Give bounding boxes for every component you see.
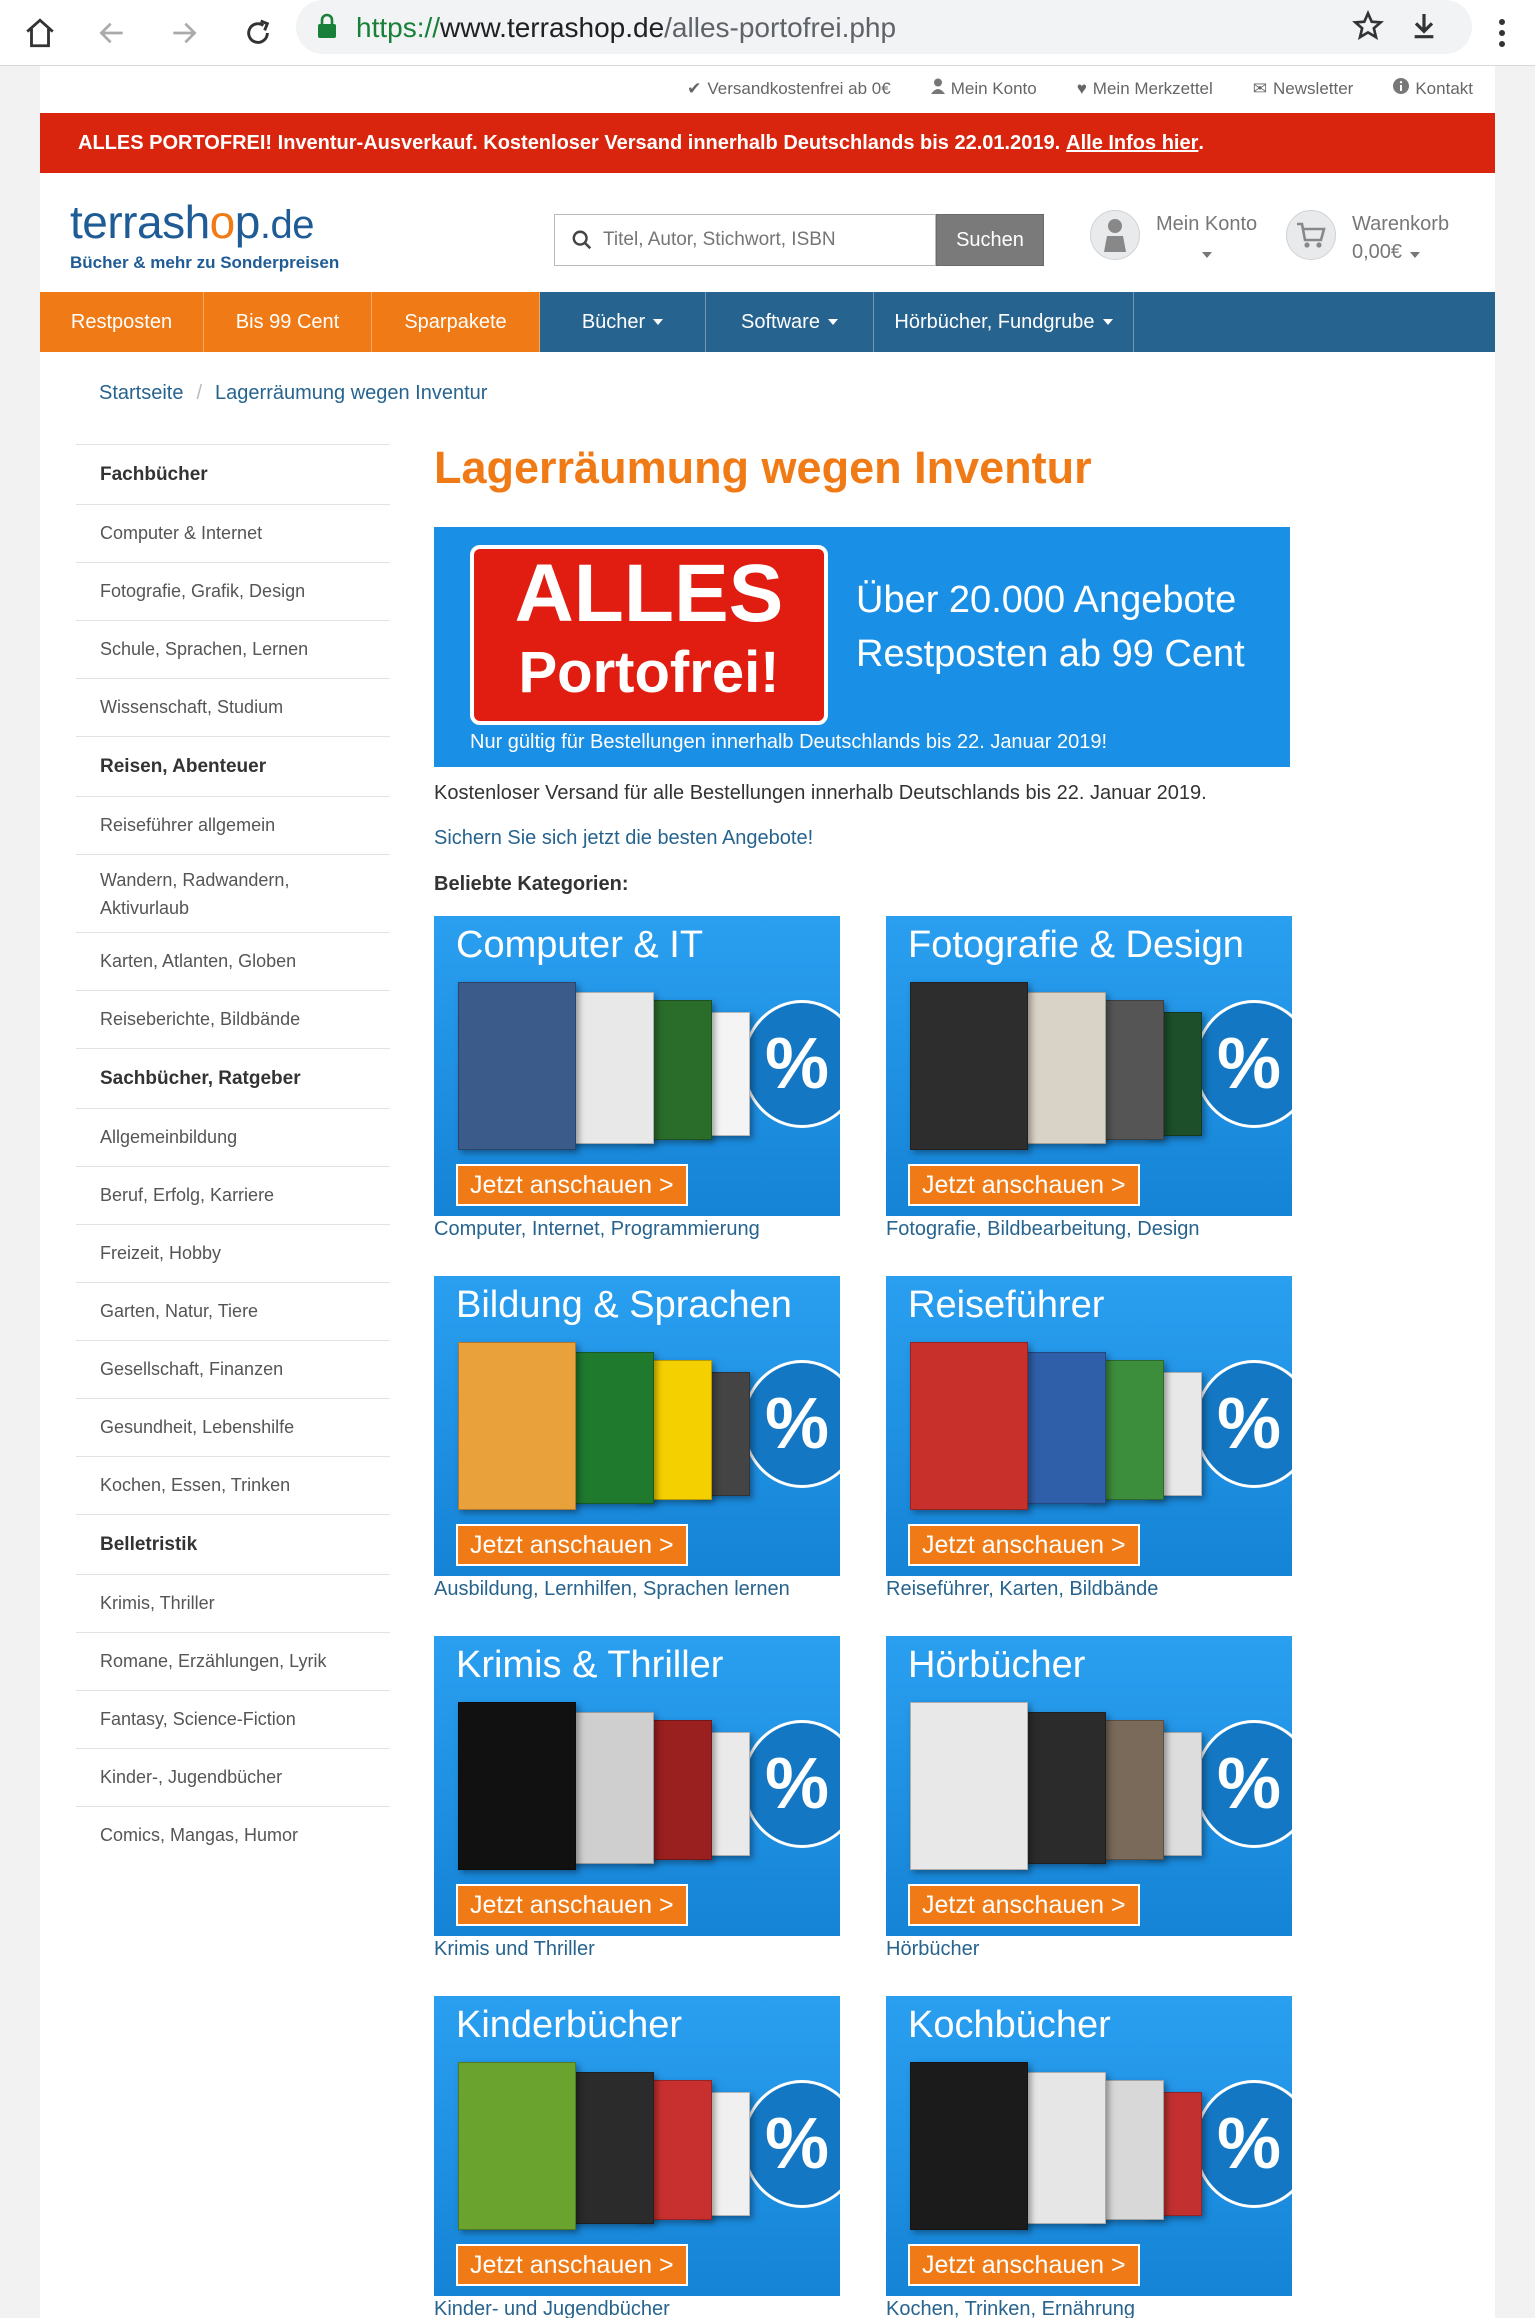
sidebar-item[interactable]: Krimis, Thriller (76, 1574, 390, 1632)
category-tile-caption[interactable]: Reiseführer, Karten, Bildbände (886, 1578, 1159, 1600)
category-tile-title: Computer & IT (456, 924, 704, 966)
page-title: Lagerräumung wegen Inventur (434, 442, 1092, 493)
sidebar-item-line: Wandern, Radwandern, (100, 869, 290, 890)
category-tile[interactable] (434, 1276, 840, 1601)
breadcrumb-current[interactable]: Lagerräumung wegen Inventur (215, 382, 488, 404)
category-tile-image[interactable] (886, 916, 1292, 1216)
category-tile-title: Fotografie & Design (908, 924, 1244, 966)
category-tile-caption[interactable]: Kinder- und Jugendbücher (434, 2298, 670, 2318)
heart-icon: ♥ (1076, 78, 1087, 98)
cart-caret-icon (1410, 252, 1420, 258)
banner-text: ALLES PORTOFREI! Inventur-Ausverkauf. Kostenloser Versand innerhalb Deutschlands bis 22.01.2019. (78, 131, 1061, 154)
sidebar-item-line: Aktivurlaub (100, 897, 190, 918)
category-tile[interactable] (434, 1996, 840, 2318)
sidebar-heading-sachbuecher[interactable]: Sachbücher, Ratgeber (76, 1048, 390, 1108)
category-tile-caption[interactable]: Krimis und Thriller (434, 1938, 595, 1960)
search-icon (571, 229, 593, 251)
banner-info-link[interactable]: Alle Infos hier (1066, 131, 1199, 154)
category-tile-title: Bildung & Sprachen (456, 1284, 792, 1326)
sidebar-item[interactable]: Allgemeinbildung (76, 1108, 390, 1166)
book-cover-image (910, 1342, 1028, 1510)
banner-after: . (1198, 131, 1204, 154)
jetzt-anschauen-button[interactable]: Jetzt anschauen > (456, 2244, 688, 2286)
sidebar-item[interactable]: Garten, Natur, Tiere (76, 1282, 390, 1340)
url-bar[interactable] (296, 0, 1472, 54)
nav-software[interactable]: Software (706, 292, 874, 352)
category-tile[interactable] (886, 1276, 1292, 1601)
portofrei-banner (40, 113, 1495, 173)
sidebar-item[interactable]: Kochen, Essen, Trinken (76, 1456, 390, 1514)
category-tile-image[interactable] (434, 1996, 840, 2296)
category-tile-image[interactable] (886, 1636, 1292, 1936)
toplink-shipping[interactable]: ✔ Versandkostenfrei ab 0€ (687, 78, 891, 98)
cart-icon (1286, 210, 1336, 260)
envelope-icon: ✉ (1252, 78, 1268, 98)
category-tile[interactable] (434, 1636, 840, 1961)
sidebar-item[interactable]: Fantasy, Science-Fiction (76, 1690, 390, 1748)
category-tile-image[interactable] (434, 916, 840, 1216)
category-tile[interactable] (886, 1636, 1292, 1961)
nav-buecher[interactable]: Bücher (540, 292, 706, 352)
sidebar-item[interactable]: Fotografie, Grafik, Design (76, 562, 390, 620)
sidebar-item[interactable]: Comics, Mangas, Humor (76, 1806, 390, 1864)
sidebar-heading-fachbuecher[interactable]: Fachbücher (76, 444, 390, 504)
category-tile-image[interactable] (434, 1276, 840, 1576)
book-cover-image (910, 1702, 1028, 1870)
sidebar-item[interactable]: Computer & Internet (76, 504, 390, 562)
logo-tagline: Bücher & mehr zu Sonderpreisen (70, 253, 340, 272)
main-nav (40, 292, 1495, 352)
logo[interactable] (70, 196, 370, 276)
jetzt-anschauen-button[interactable]: Jetzt anschauen > (908, 1164, 1140, 1206)
sidebar-item[interactable]: Freizeit, Hobby (76, 1224, 390, 1282)
book-cover-image (458, 1702, 576, 1870)
sidebar-item[interactable]: Gesellschaft, Finanzen (76, 1340, 390, 1398)
book-cover-image (910, 2062, 1028, 2230)
promo-offers: Über 20.000 Angebote (856, 579, 1237, 621)
percent-badge-icon: % (742, 1720, 840, 1848)
jetzt-anschauen-button[interactable]: Jetzt anschauen > (908, 2244, 1140, 2286)
sidebar-item[interactable]: Romane, Erzählungen, Lyrik (76, 1632, 390, 1690)
promo-banner[interactable] (434, 527, 1290, 767)
sidebar-item[interactable]: Kinder-, Jugendbücher (76, 1748, 390, 1806)
sidebar-item[interactable]: Wissenschaft, Studium (76, 678, 390, 736)
category-tile-image[interactable] (886, 1996, 1292, 2296)
info-icon (1393, 78, 1409, 99)
sidebar-item[interactable]: Schule, Sprachen, Lernen (76, 620, 390, 678)
nav-sparpakete[interactable]: Sparpakete (372, 292, 540, 352)
cart-label: Warenkorb (1352, 213, 1450, 235)
book-cover-image (458, 1342, 576, 1510)
reload-icon[interactable] (234, 9, 282, 57)
account-caret-icon (1156, 238, 1257, 266)
sidebar-heading-reisen[interactable]: Reisen, Abenteuer (76, 736, 390, 796)
search-box (554, 214, 936, 266)
category-tile[interactable] (886, 1996, 1292, 2318)
sidebar-item[interactable]: Gesundheit, Lebenshilfe (76, 1398, 390, 1456)
chevron-down-icon (653, 319, 663, 325)
home-icon[interactable] (16, 9, 64, 57)
chevron-down-icon (1103, 319, 1113, 325)
sidebar-item[interactable]: Reiseberichte, Bildbände (76, 990, 390, 1048)
category-tile-caption[interactable]: Kochen, Trinken, Ernährung (886, 2298, 1136, 2318)
promo-note: Nur gültig für Bestellungen innerhalb Deutschlands bis 22. Januar 2019! (470, 731, 1108, 753)
sidebar-heading-belletristik[interactable]: Belletristik (76, 1514, 390, 1574)
category-tile-caption[interactable]: Computer, Internet, Programmierung (434, 1218, 760, 1240)
browser-toolbar (0, 0, 1535, 66)
forward-icon[interactable] (160, 9, 208, 57)
toplink-account[interactable]: Mein Konto (931, 78, 1037, 99)
toplink-wishlist[interactable]: ♥ Mein Merkzettel (1076, 78, 1213, 98)
book-cover-image (458, 982, 576, 1150)
jetzt-anschauen-button[interactable]: Jetzt anschauen > (908, 1524, 1140, 1566)
breadcrumb-home[interactable]: Startseite (99, 382, 184, 404)
percent-badge-icon: % (742, 2080, 840, 2208)
page (0, 66, 1535, 2318)
cart-menu[interactable] (1286, 210, 1449, 266)
category-tile[interactable] (434, 916, 840, 1241)
category-tile-title: Kochbücher (908, 2004, 1111, 2046)
promo-badge: ALLES Portofrei! (470, 545, 828, 725)
percent-badge-icon: % (742, 1000, 840, 1128)
sidebar-item[interactable]: Beruf, Erfolg, Karriere (76, 1166, 390, 1224)
menu-dots-icon[interactable] (1478, 9, 1526, 57)
account-icon (1090, 210, 1140, 260)
jetzt-anschauen-button[interactable]: Jetzt anschauen > (456, 1164, 688, 1206)
offers-link[interactable]: Sichern Sie sich jetzt die besten Angebote! (434, 827, 814, 849)
sidebar-item[interactable]: Reiseführer allgemein (76, 796, 390, 854)
nav-restposten[interactable]: Restposten (40, 292, 204, 352)
star-icon[interactable] (1352, 10, 1384, 47)
category-tile-image[interactable] (886, 1276, 1292, 1576)
logo-wordmark: terrashop.de (70, 196, 314, 248)
category-tile-title: Kinderbücher (456, 2004, 683, 2046)
sidebar-item[interactable]: Karten, Atlanten, Globen (76, 932, 390, 990)
account-label: Mein Konto (1156, 213, 1258, 235)
cart-value: 0,00€ (1352, 241, 1403, 263)
percent-badge-icon: % (1194, 1720, 1292, 1848)
search-button[interactable]: Suchen (936, 214, 1044, 266)
category-tile-caption[interactable]: Fotografie, Bildbearbeitung, Design (886, 1218, 1200, 1240)
jetzt-anschauen-button[interactable]: Jetzt anschauen > (908, 1884, 1140, 1926)
promo-price: Restposten ab 99 Cent (856, 633, 1245, 675)
chevron-down-icon (828, 319, 838, 325)
breadcrumb: Startseite / Lagerräumung wegen Inventur (99, 382, 488, 404)
percent-badge-icon: % (1194, 1360, 1292, 1488)
lock-icon (316, 13, 338, 44)
url-text: https://www.terrashop.de/alles-portofrei.php (356, 12, 897, 43)
download-icon[interactable] (1408, 10, 1440, 47)
nav-hoerbuecher-fundgrube[interactable]: Hörbücher, Fundgrube (874, 292, 1134, 352)
user-icon (931, 78, 945, 99)
search-input[interactable] (603, 229, 903, 251)
check-icon: ✔ (687, 78, 702, 98)
book-cover-image (910, 982, 1028, 1150)
percent-badge-icon: % (1194, 2080, 1292, 2208)
percent-badge-icon: % (1194, 1000, 1292, 1128)
top-links (687, 78, 1473, 99)
category-tile-caption[interactable]: Hörbücher (886, 1938, 980, 1960)
shipping-info: Kostenloser Versand für alle Bestellungen innerhalb Deutschlands bis 22. Januar 2019. (434, 782, 1207, 804)
category-tile-image[interactable] (434, 1636, 840, 1936)
jetzt-anschauen-button[interactable]: Jetzt anschauen > (456, 1524, 688, 1566)
nav-bis-99-cent[interactable]: Bis 99 Cent (204, 292, 372, 352)
categories-heading: Beliebte Kategorien: (434, 873, 629, 895)
page-container (40, 66, 1495, 2318)
percent-badge-icon: % (742, 1360, 840, 1488)
category-tile-title: Hörbücher (908, 1644, 1086, 1686)
book-cover-image (458, 2062, 576, 2230)
category-tile-title: Krimis & Thriller (456, 1644, 724, 1686)
category-tile[interactable] (886, 916, 1292, 1241)
category-sidebar (76, 444, 390, 1864)
jetzt-anschauen-button[interactable]: Jetzt anschauen > (456, 1884, 688, 1926)
back-icon[interactable] (88, 9, 136, 57)
account-menu[interactable] (1090, 210, 1257, 266)
category-tile-caption[interactable]: Ausbildung, Lernhilfen, Sprachen lernen (434, 1578, 790, 1600)
toplink-contact[interactable]: Kontakt (1393, 78, 1473, 99)
category-tile-title: Reiseführer (908, 1284, 1105, 1326)
toplink-newsletter[interactable]: ✉ Newsletter (1252, 78, 1354, 98)
sidebar-item-wandern[interactable] (76, 854, 390, 932)
